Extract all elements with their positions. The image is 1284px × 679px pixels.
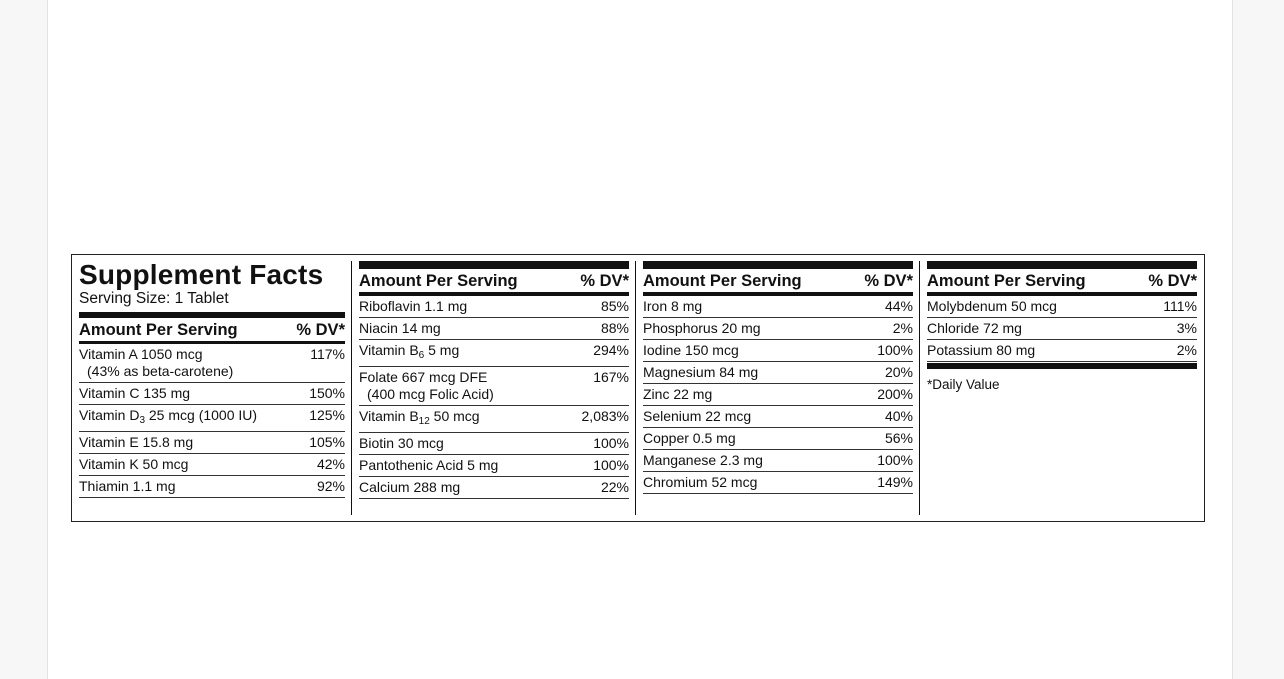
nutrient-row (359, 318, 629, 340)
daily-value-percent: 44% (884, 298, 913, 314)
subscript: 6 (418, 350, 425, 361)
nutrient-row (359, 477, 629, 499)
nutrient-row (79, 432, 345, 454)
daily-value-percent: 200% (877, 386, 913, 402)
daily-value-percent: 88% (600, 320, 629, 336)
nutrient-row (643, 296, 913, 318)
nutrient-name (643, 474, 757, 491)
daily-value-percent: 149% (877, 474, 913, 490)
nutrient-name (79, 346, 233, 380)
nutrient-row (643, 428, 913, 450)
nutrient-row (643, 472, 913, 494)
nutrient-row (359, 340, 629, 367)
nutrient-name (643, 320, 761, 337)
top-rule (643, 261, 913, 269)
daily-value-footnote: *Daily Value (927, 377, 1000, 392)
daily-value-percent: 85% (600, 298, 629, 314)
nutrient-name (359, 435, 444, 452)
nutrient-list (643, 296, 913, 494)
nutrient-name (359, 479, 460, 496)
header-dv: % DV* (580, 272, 629, 290)
daily-value-percent: 2% (892, 320, 913, 336)
nutrient-name (359, 369, 494, 403)
supplement-facts-label (71, 254, 1205, 522)
daily-value-percent: 125% (309, 407, 345, 423)
nutrient-name (643, 364, 758, 381)
nutrient-list (927, 296, 1197, 362)
nutrient-row (79, 383, 345, 405)
header-dv: % DV* (1148, 272, 1197, 290)
nutrient-name-text: Pantothenic Acid 5 mg (359, 457, 499, 473)
column-header (79, 318, 345, 344)
daily-value-percent: 92% (316, 478, 345, 494)
header-amount: Amount Per Serving (359, 272, 518, 290)
nutrient-name (359, 298, 467, 315)
nutrient-name (927, 320, 1022, 337)
nutrient-name-text: Vitamin B (359, 342, 419, 358)
nutrient-name (643, 452, 763, 469)
serving-size: Serving Size: 1 Tablet (79, 290, 229, 307)
column-header (643, 269, 913, 296)
daily-value-percent: 167% (593, 369, 629, 385)
column-header (359, 269, 629, 296)
nutrient-name-text: Thiamin 1.1 mg (79, 478, 176, 494)
nutrient-row (79, 476, 345, 498)
daily-value-percent: 100% (593, 435, 629, 451)
nutrient-name-text: Vitamin K 50 mcg (79, 456, 189, 472)
header-dv: % DV* (864, 272, 913, 290)
nutrient-name-text: Folate 667 mcg DFE (359, 369, 488, 385)
nutrient-name (359, 342, 459, 364)
nutrient-row (359, 455, 629, 477)
nutrient-amount-text: 50 mcg (429, 408, 480, 424)
facts-column-2 (351, 261, 635, 515)
daily-value-percent: 2,083% (581, 408, 629, 424)
nutrient-name (79, 434, 193, 451)
top-rule (359, 261, 629, 269)
nutrient-name (359, 408, 480, 430)
nutrient-name-text: Vitamin B (359, 408, 419, 424)
daily-value-percent: 42% (316, 456, 345, 472)
nutrient-name-text: Vitamin A 1050 mcg (79, 346, 203, 362)
nutrient-row (643, 340, 913, 362)
facts-column-4 (919, 261, 1197, 515)
nutrient-name-text: Molybdenum 50 mcg (927, 298, 1057, 314)
nutrient-name-text: Vitamin C 135 mg (79, 385, 191, 401)
nutrient-name (643, 386, 712, 403)
nutrient-name-text: Phosphorus 20 mg (643, 320, 761, 336)
daily-value-percent: 111% (1163, 298, 1197, 314)
daily-value-percent: 2% (1176, 342, 1197, 358)
daily-value-percent: 117% (310, 346, 345, 362)
header-amount: Amount Per Serving (927, 272, 1086, 290)
nutrient-row (643, 384, 913, 406)
nutrient-row (643, 362, 913, 384)
nutrient-name-text: Niacin 14 mg (359, 320, 441, 336)
nutrient-row (359, 406, 629, 433)
header-amount: Amount Per Serving (643, 272, 802, 290)
subscript: 12 (418, 416, 430, 427)
facts-column-3 (635, 261, 919, 515)
label-title: Supplement Facts (79, 259, 324, 290)
daily-value-percent: 3% (1176, 320, 1197, 336)
nutrient-name (79, 407, 257, 429)
nutrient-amount-text: 5 mg (424, 342, 460, 358)
nutrient-row (643, 450, 913, 472)
nutrient-row (359, 296, 629, 318)
nutrient-name-text: Chromium 52 mcg (643, 474, 758, 490)
nutrient-name-text: Riboflavin 1.1 mg (359, 298, 468, 314)
daily-value-percent: 150% (309, 385, 345, 401)
header-amount: Amount Per Serving (79, 321, 238, 339)
nutrient-row (79, 454, 345, 476)
daily-value-percent: 22% (600, 479, 629, 495)
daily-value-percent: 100% (877, 452, 913, 468)
nutrient-name (359, 320, 441, 337)
nutrient-row (359, 367, 629, 406)
nutrient-row (927, 340, 1197, 362)
nutrient-name-text: Manganese 2.3 mg (643, 452, 763, 468)
nutrient-row (927, 296, 1197, 318)
nutrient-list (359, 296, 629, 499)
nutrient-name (643, 430, 736, 447)
daily-value-percent: 40% (884, 408, 913, 424)
nutrient-name-text: Iodine 150 mcg (643, 342, 739, 358)
nutrient-name (643, 298, 702, 315)
nutrient-name (359, 457, 498, 474)
nutrient-name-text: Zinc 22 mg (643, 386, 713, 402)
daily-value-percent: 100% (877, 342, 913, 358)
nutrient-row (927, 318, 1197, 340)
nutrient-row (79, 405, 345, 432)
nutrient-row (79, 344, 345, 383)
header-dv: % DV* (296, 321, 345, 339)
nutrient-name-text: Potassium 80 mg (927, 342, 1036, 358)
top-rule (927, 261, 1197, 269)
nutrient-name-text: Copper 0.5 mg (643, 430, 736, 446)
nutrient-name (643, 342, 739, 359)
nutrient-name-text: Magnesium 84 mg (643, 364, 759, 380)
nutrient-name (643, 408, 751, 425)
nutrient-name (79, 456, 188, 473)
nutrient-name (927, 298, 1057, 315)
nutrient-row (359, 433, 629, 455)
daily-value-percent: 294% (593, 342, 629, 358)
nutrient-name (79, 478, 175, 495)
nutrient-name-text: Vitamin D (79, 407, 140, 423)
nutrient-name-text: Iron 8 mg (643, 298, 703, 314)
nutrient-name-text: Chloride 72 mg (927, 320, 1022, 336)
nutrient-name-text: Selenium 22 mcg (643, 408, 752, 424)
nutrient-name-text: Calcium 288 mg (359, 479, 461, 495)
facts-column-1 (79, 261, 351, 515)
column-header (927, 269, 1197, 296)
nutrient-name (927, 342, 1035, 359)
nutrient-amount-text: 25 mcg (1000 IU) (145, 407, 258, 423)
daily-value-percent: 56% (884, 430, 913, 446)
nutrient-list (79, 344, 345, 498)
nutrient-name-text: Vitamin E 15.8 mg (79, 434, 194, 450)
daily-value-percent: 105% (309, 434, 345, 450)
daily-value-percent: 20% (884, 364, 913, 380)
nutrient-name (79, 385, 190, 402)
footer-rule (927, 363, 1197, 369)
nutrient-detail: (400 mcg Folic Acid) (367, 386, 494, 402)
nutrient-row (643, 406, 913, 428)
nutrient-detail: (43% as beta-carotene) (87, 363, 234, 379)
subscript: 3 (139, 415, 145, 426)
daily-value-percent: 100% (593, 457, 629, 473)
nutrient-row (643, 318, 913, 340)
nutrient-name-text: Biotin 30 mcg (359, 435, 444, 451)
